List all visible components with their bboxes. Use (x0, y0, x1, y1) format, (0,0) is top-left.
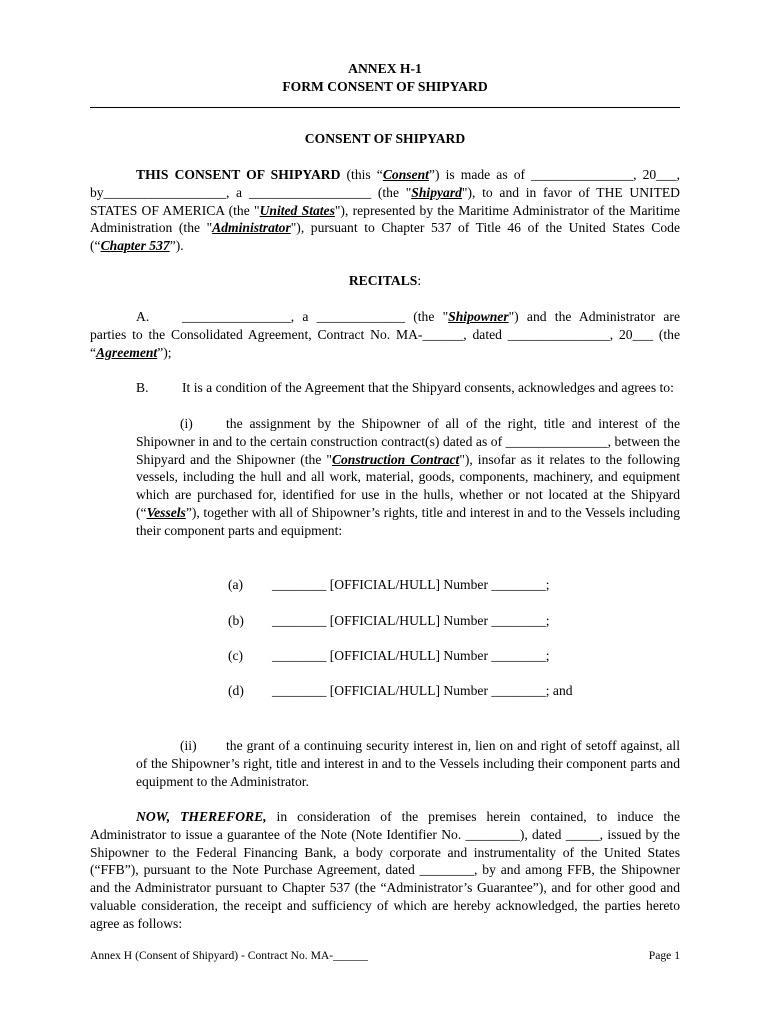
hull-item-text: ________ [OFFICIAL/HULL] Number ________; (272, 577, 550, 592)
intro-text: "), represented by the Maritime Administrator of the Maritime Administration (the " (90, 202, 680, 236)
hull-item-text: ________ [OFFICIAL/HULL] Number ________; (272, 613, 550, 628)
defined-term-united-states: United States (259, 202, 335, 218)
recital-a (90, 308, 680, 361)
hull-item-label: (d) (228, 683, 244, 698)
hull-item-label: (a) (228, 577, 244, 592)
recital-b-text: It is a condition of the Agreement that the Shipyard consents, acknowledges and agrees to: (182, 380, 674, 395)
defined-term-chapter: Chapter 537 (100, 238, 170, 254)
form-title: FORM CONSENT OF SHIPYARD (282, 79, 488, 94)
annex-label: ANNEX H-1 (348, 61, 422, 76)
recital-b (90, 379, 680, 397)
clause-i-label: (i) (180, 416, 193, 431)
document-title: CONSENT OF SHIPYARD (304, 131, 466, 146)
clause-i-text: ”), together with all of Shipowner’s rights, title and interest in and to the Vessels including their component parts and equipment: (136, 504, 680, 538)
recital-a-text: ") and the Administrator are parties to the Consolidated Agreement, Contract No. MA-______, dated _______________, 20___ (the “ (90, 309, 680, 360)
defined-term-vessels: Vessels (146, 504, 186, 520)
clause-i-text: the assignment by the Shipowner of all of the right, title and interest of the Shipowner in and to the certain construction contract(s) dated as of _______________, between the Shipyard and the Shipowner (the " (136, 416, 680, 467)
clause-i-text: "), insofar as it relates to the following vessels, including the hull and all work, material, goods, components, machinery, and equipment which are purchased for, identified for use in the hulls, whether or not located at the Shipyard (“ (136, 451, 680, 520)
intro-text: (this “ (340, 167, 383, 182)
recital-b-label: B. (136, 380, 149, 395)
now-therefore-paragraph (90, 808, 680, 933)
recitals-heading-text: RECITALS (348, 273, 418, 288)
defined-term-shipyard: Shipyard (411, 184, 462, 200)
hull-item-label: (c) (228, 648, 244, 663)
recitals-colon: : (417, 273, 422, 288)
hull-item-label: (b) (228, 613, 244, 628)
intro-paragraph (90, 166, 680, 255)
hull-item-text: ________ [OFFICIAL/HULL] Number ________; (272, 648, 550, 663)
footer-left: Annex H (Consent of Shipyard) - Contract No. MA-______ (90, 949, 368, 962)
now-therefore-text: in consideration of the premises herein contained, to induce the Administrator to issue a guarantee of the Note (Note Identifier No. ________), dated _____, issued by the Shipowner to the Federal Financing Bank, a body corporate and instrumentality of the United States (“FFB”), pursuant to the Note Purchase Agreement, dated ________, by and among FFB, the Shipowner and the Administrator pursuant to Chapter 537 (the “Administrator’s Guarantee”), and for other good and valuable consideration, the receipt and sufficiency of which are hereby acknowledged, the parties hereto agree as follows: (90, 809, 680, 931)
intro-text: ”) is made as of _______________, 20___, by__________________, a __________________ (the " (90, 167, 681, 200)
defined-term-consent: Consent (382, 167, 429, 182)
header-divider (90, 107, 680, 108)
recital-a-text: ________________, a _____________ (the " (182, 309, 449, 324)
intro-text: "), pursuant to Chapter 537 of Title 46 of the United States Code (“ (90, 220, 680, 254)
defined-term-construction-contract: Construction Contract (331, 451, 460, 467)
recital-a-label: A. (136, 309, 150, 324)
hull-item (228, 612, 550, 630)
recital-a-text: ”); (157, 344, 172, 360)
clause-ii (136, 737, 680, 790)
hull-item (228, 576, 550, 594)
clause-i (136, 415, 680, 540)
intro-text: "), to and in favor of THE UNITED STATES OF AMERICA (the " (90, 184, 680, 218)
clause-ii-label: (ii) (180, 738, 197, 753)
defined-term-shipowner: Shipowner (448, 309, 509, 324)
clause-ii-text: the grant of a continuing security interest in, lien on and right of setoff against, all of the Shipowner’s right, title and interest in and to the Vessels including their component parts and equipment to the Administrator. (136, 738, 680, 789)
footer-page-number: Page 1 (648, 949, 680, 962)
defined-term-agreement: Agreement (96, 344, 158, 360)
defined-term-administrator: Administrator (212, 220, 291, 236)
hull-item (228, 682, 573, 700)
now-therefore-lead: NOW, THEREFORE, (136, 809, 267, 824)
intro-lead: THIS CONSENT OF SHIPYARD (136, 167, 341, 182)
hull-item (228, 647, 550, 665)
intro-text: ”). (169, 238, 184, 254)
hull-item-text: ________ [OFFICIAL/HULL] Number ________; and (272, 683, 573, 698)
recitals-heading (90, 272, 680, 290)
